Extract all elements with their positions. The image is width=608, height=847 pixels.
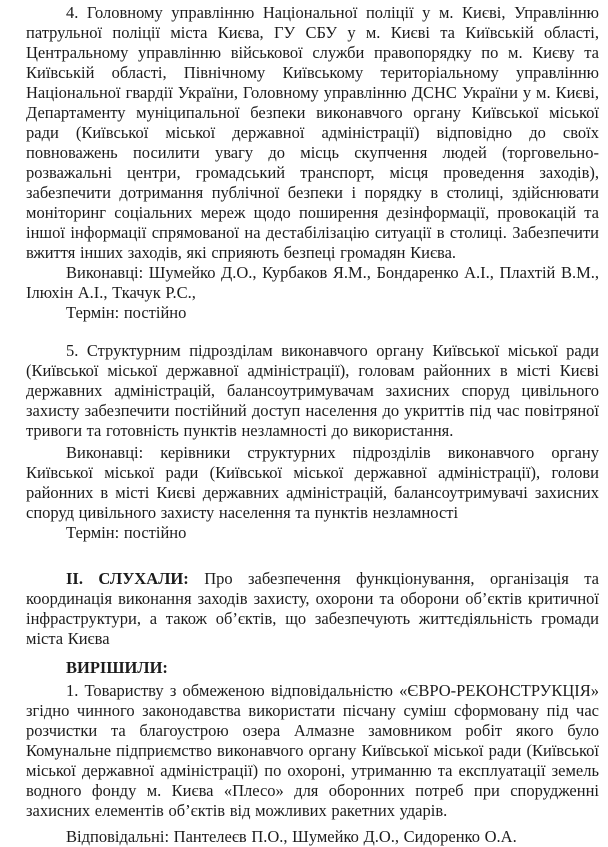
item-4-paragraph: 4. Головному управлінню Національної поліції у м. Києві, Управлінню патрульної поліції міста Києва, ГУ СБУ у м. Києві та Київській області, Центральному управлінню військової служби правопорядку по м. Києву та Київській області, Північному Київському територіальному управлінню Національної гвардії України, Головному управлінню ДСНС України у м. Києві, Департаменту муніципальної безпеки виконавчого органу Київської міської ради (Київської міської державної адміністрації) відповідно до своїх повноважень посилити увагу до місць скупчення людей (торговельно-розважальні центри, громадський транспорт, місця проведення заходів), забезпечити дотримання публічної безпеки і порядку в столиці, здійснювати моніторинг соціальних мереж щодо поширення дезінформації, провокацій та іншої інформації спрямованої на дестабілізацію ситуації в столиці. Забезпечити вжиття інших заходів, які сприяють безпеці громадян Києва. (26, 3, 599, 262)
item-4-term-line: Термін: постійно (66, 303, 187, 322)
resolved-heading: ВИРІШИЛИ: (66, 658, 168, 677)
section-2-heard-text: Про забезпечення функціонування, організація та координація виконання заходів захисту, охорони та оборони об’єктів критичної інфраструктури, а також об’єктів, що забезпечують життєдіяльність громади міста Києва (26, 569, 599, 648)
item-5-term-line: Термін: постійно (66, 523, 187, 542)
item-5-paragraph: 5. Структурним підрозділам виконавчого органу Київської міської ради (Київської міської державної адміністрації), головам районних в місті Києві державних адміністрацій, балансоутримувачам захисних споруд цивільного захисту забезпечити постійний доступ населення до укриттів під час повітряної тривоги та готовність пунктів незламності до використання. (26, 341, 599, 440)
resolved-responsible-line: Відповідальні: Пантелеєв П.О., Шумейко Д.О., Сидоренко О.А. (66, 827, 517, 846)
item-4-executors-line: Виконавці: Шумейко Д.О., Курбаков Я.М., Бондаренко А.І., Плахтій В.М., Ілюхін А.І., Ткачук Р.С., (26, 263, 599, 302)
section-2-heard-paragraph (26, 569, 599, 649)
resolved-item-1-paragraph: 1. Товариству з обмеженою відповідальністю «ЄВРО-РЕКОНСТРУКЦІЯ» згідно чинного законодавства використати пісчану суміш сформовану під час розчистки та благоустрою озера Алмазне замовником робіт якого було Комунальне підприємство виконавчого органу Київської міської ради (Київської міської державної адміністрації) по охороні, утриманню та експлуатації земель водного фонду м. Києва «Плесо» для оборонних потреб при спорудженні захисних елементів об’єктів від можливих ракетних ударів. (26, 681, 599, 820)
item-5-executors-line: Виконавці: керівники структурних підрозділів виконавчого органу Київської міської ради (Київської міської державної адміністрації), голови районних в місті Києві державних адміністрацій, балансоутримувачі захисних споруд цивільного захисту населення та пунктів незламності (26, 443, 599, 522)
section-2-heard-label: ІІ. СЛУХАЛИ: (66, 569, 189, 588)
